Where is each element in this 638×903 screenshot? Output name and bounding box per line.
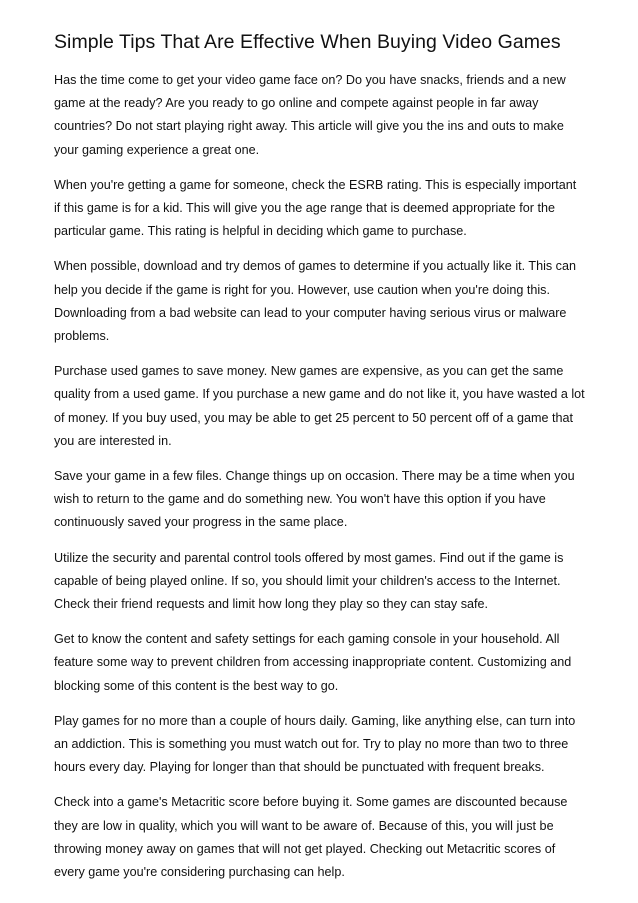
paragraph-1: Has the time come to get your video game face on? Do you have snacks, friends and a new game at the ready? Are you ready to go online and compete against people in far away countries? Do not start playing right away. This article will give you the ins and outs to make your gaming experience a great one. bbox=[54, 73, 566, 157]
paragraph-3: When possible, download and try demos of games to determine if you actually like it. This can help you decide if the game is right for you. However, use caution when you're doing this. Downloading from a bad website can lead to your computer having serious virus or malware problems. bbox=[54, 259, 576, 344]
document-page bbox=[54, 0, 586, 896]
document-title: Simple Tips That Are Effective When Buying Video Games bbox=[54, 31, 561, 53]
paragraph-9: Check into a game's Metacritic score before buying it. Some games are discounted because they are low in quality, which you will want to be aware of. Because of this, you will just be throwing money away on games that will not get played. Checking out Metacritic scores of every game you're considering purchasing can help. bbox=[54, 795, 568, 880]
paragraph-7: Get to know the content and safety settings for each gaming console in your household. All feature some way to prevent children from accessing inappropriate content. Customizing and blocking some of this content is the best way to go. bbox=[54, 632, 572, 693]
paragraph-8: Play games for no more than a couple of hours daily. Gaming, like anything else, can turn into an addiction. This is something you must watch out for. Try to play no more than two to three hours every day. Playing for longer than that should be punctuated with frequent breaks. bbox=[54, 713, 576, 775]
paragraph-4: Purchase used games to save money. New games are expensive, as you can get the same quality from a used game. If you purchase a new game and do not like it, you have wasted a lot of money. If you buy used, you may be able to get 25 percent to 50 percent off of a game that you are interested in. bbox=[54, 364, 585, 448]
document-body bbox=[54, 69, 586, 884]
paragraph-2: When you're getting a game for someone, check the ESRB rating. This is especially important if this game is for a kid. This will give you the age range that is deemed appropriate for the particular game. This rating is helpful in deciding which game to purchase. bbox=[54, 177, 577, 239]
paragraph-6: Utilize the security and parental control tools offered by most games. Find out if the game is capable of being played online. If so, you should limit your children's access to the Internet. Check their friend requests and limit how long they play so they can stay safe. bbox=[54, 550, 564, 612]
paragraph-5: Save your game in a few files. Change things up on occasion. There may be a time when you wish to return to the game and do something new. You won't have this option if you have continuously saved your progress in the same place. bbox=[54, 469, 575, 530]
